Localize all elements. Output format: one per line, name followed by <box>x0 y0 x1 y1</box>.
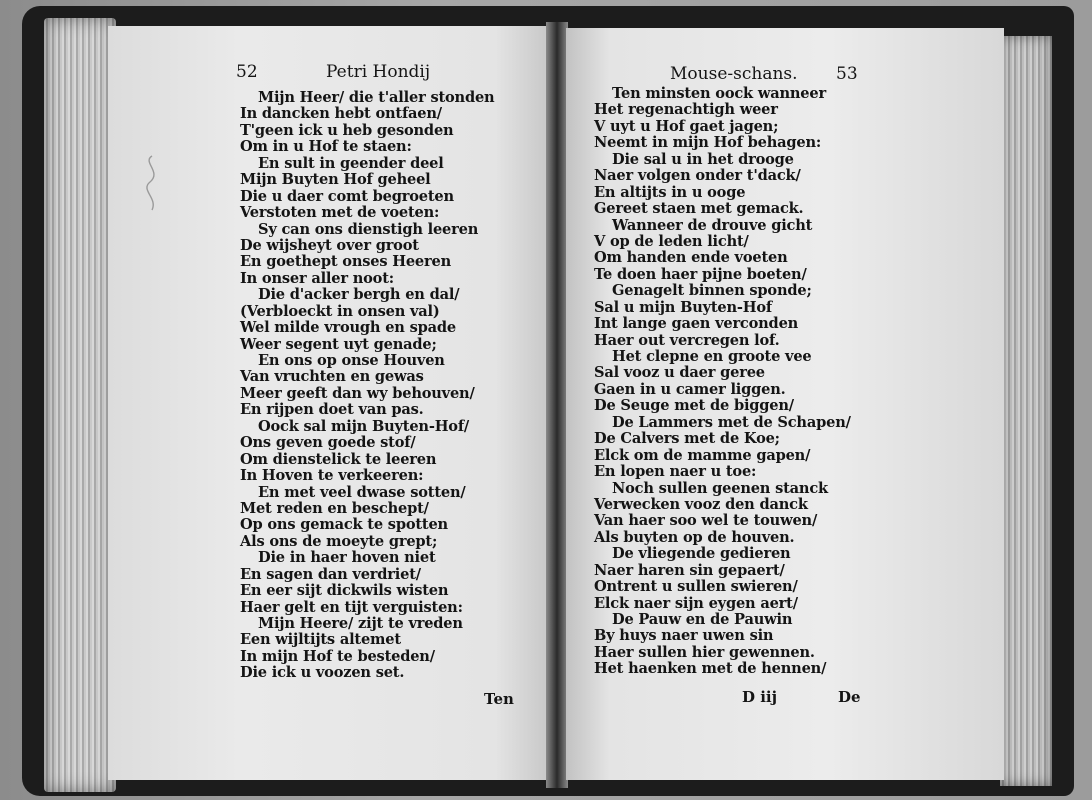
verse-line: Genagelt binnen sponde; <box>612 282 812 300</box>
verse-line: In dancken hebt ontfaen/ <box>240 105 442 123</box>
page-number: 52 <box>236 62 258 82</box>
verse-line: In onser aller noot: <box>240 269 394 287</box>
verse-line: De vliegende gedieren <box>612 545 791 563</box>
verse-line: Verstoten met de voeten: <box>240 204 440 222</box>
verse-line: En ons op onse Houven <box>258 352 445 369</box>
verse-line: Wel milde vrough en spade <box>240 319 456 337</box>
page-edges-left <box>44 18 116 792</box>
verse-line: De Seuge met de biggen/ <box>594 397 794 415</box>
verse-line: Haer out vercregen lof. <box>594 331 780 349</box>
verse-line: Gereet staen met gemack. <box>594 200 804 218</box>
verse-line: Naer volgen onder t'dack/ <box>594 167 801 185</box>
verse-line: V uyt u Hof gaet jagen; <box>594 117 779 135</box>
verse-line: Van haer soo wel te touwen/ <box>594 512 818 530</box>
verse-line: Sal u mijn Buyten-Hof <box>594 298 772 316</box>
verse-line: Sy can ons dienstigh leeren <box>258 220 479 238</box>
verse-line: Mijn Heer/ die t'aller stonden <box>258 89 495 106</box>
page-number: 53 <box>836 64 858 84</box>
left-page-header <box>108 62 548 86</box>
verse-line: Ten minsten oock wanneer <box>612 85 826 102</box>
verse-line: Sal vooz u daer geree <box>594 364 765 382</box>
verse-line: Haer gelt en tijt verguisten: <box>240 598 463 616</box>
verse-line: De Calvers met de Koe; <box>594 430 780 448</box>
verse-line: Die ick u voozen set. <box>240 664 405 682</box>
signature-mark: D iij <box>742 688 778 706</box>
verse-line: Verwecken vooz den danck <box>594 495 808 513</box>
verse-line: Elck om de mamme gapen/ <box>594 446 811 464</box>
verse-line: Int lange gaen verconden <box>594 315 799 333</box>
catchword: De <box>838 688 861 706</box>
verse-line: Het clepne en groote vee <box>612 348 812 365</box>
verse-line: Noch sullen geenen stanck <box>612 479 828 497</box>
verse-line: En lopen naer u toe: <box>594 463 757 481</box>
verse-line: Het regenachtigh weer <box>594 101 778 119</box>
verse-line: Als ons de moeyte grept; <box>240 532 438 550</box>
verse-line: Om in u Hof te staen: <box>240 138 412 156</box>
verse-line: Mijn Heere/ zijt te vreden <box>258 615 463 632</box>
verse-line: En rijpen doet van pas. <box>240 401 424 419</box>
verse-line: Van vruchten en gewas <box>240 368 424 386</box>
page-edges-right <box>1000 36 1052 786</box>
verse-line: En altijts in u ooge <box>594 183 746 201</box>
verse-line: Als buyten op de houven. <box>594 528 795 546</box>
verse-line: Te doen haer pijne boeten/ <box>594 265 807 283</box>
verse-line: Oock sal mijn Buyten-Hof/ <box>258 417 470 435</box>
verse-line: Die in haer hoven niet <box>258 549 436 567</box>
verse-line: De wijsheyt over groot <box>240 236 419 254</box>
verse-line: Elck naer sijn eygen aert/ <box>594 594 798 612</box>
verse-line: (Verbloeckt in onsen val) <box>240 302 440 320</box>
right-page <box>566 28 1004 780</box>
verse-line: Wanneer de drouve gicht <box>612 216 813 234</box>
verse-line: Het haenken met de hennen/ <box>594 660 827 678</box>
verse-line: Die d'acker bergh en dal/ <box>258 286 460 304</box>
verse-line: Ons geven goede stof/ <box>240 434 416 452</box>
pencil-mark-icon <box>134 152 174 222</box>
verse-line: En sult in geender deel <box>258 154 444 172</box>
verse-line: En eer sijt dickwils wisten <box>240 582 449 600</box>
verse-line: De Pauw en de Pauwin <box>612 611 793 628</box>
running-head: Mouse-schans. <box>670 64 798 84</box>
verse-line: Weer segent uyt genade; <box>240 335 437 353</box>
verse-lines <box>594 86 851 678</box>
verse-line: Met reden en beschept/ <box>240 499 429 517</box>
verse-line: Naer haren sin gepaert/ <box>594 561 785 579</box>
verse-line: Om dienstelick te leeren <box>240 450 437 468</box>
verse-lines <box>240 90 494 682</box>
verse-line: De Lammers met de Schapen/ <box>612 413 851 431</box>
verse-line: In mijn Hof te besteden/ <box>240 647 435 665</box>
catchword: Ten <box>484 690 514 708</box>
verse-line: Meer geeft dan wy behouven/ <box>240 384 475 402</box>
verse-line: Neemt in mijn Hof behagen: <box>594 134 822 152</box>
left-page <box>108 26 548 780</box>
verse-line: Op ons gemack te spotten <box>240 516 448 534</box>
verse-line: En sagen dan verdriet/ <box>240 565 421 583</box>
verse-line: By huys naer uwen sin <box>594 627 774 645</box>
verse-line: In Hoven te verkeeren: <box>240 467 424 485</box>
verse-line: Ontrent u sullen swieren/ <box>594 578 798 596</box>
verse-line: T'geen ick u heb gesonden <box>240 121 454 139</box>
verse-line: Om handen ende voeten <box>594 249 788 267</box>
book-gutter <box>546 22 568 788</box>
verse-line: Die sal u in het drooge <box>612 150 794 168</box>
verse-line: Een wijltijts altemet <box>240 631 401 649</box>
running-head: Petri Hondij <box>326 62 431 82</box>
verse-line: En met veel dwase sotten/ <box>258 483 466 501</box>
verse-line: Die u daer comt begroeten <box>240 187 454 205</box>
verse-line: Haer sullen hier gewennen. <box>594 643 815 661</box>
verse-line: Mijn Buyten Hof geheel <box>240 171 431 189</box>
verse-line: En goethept onses Heeren <box>240 253 451 271</box>
verse-line: Gaen in u camer liggen. <box>594 380 786 398</box>
verse-line: V op de leden licht/ <box>594 232 749 250</box>
